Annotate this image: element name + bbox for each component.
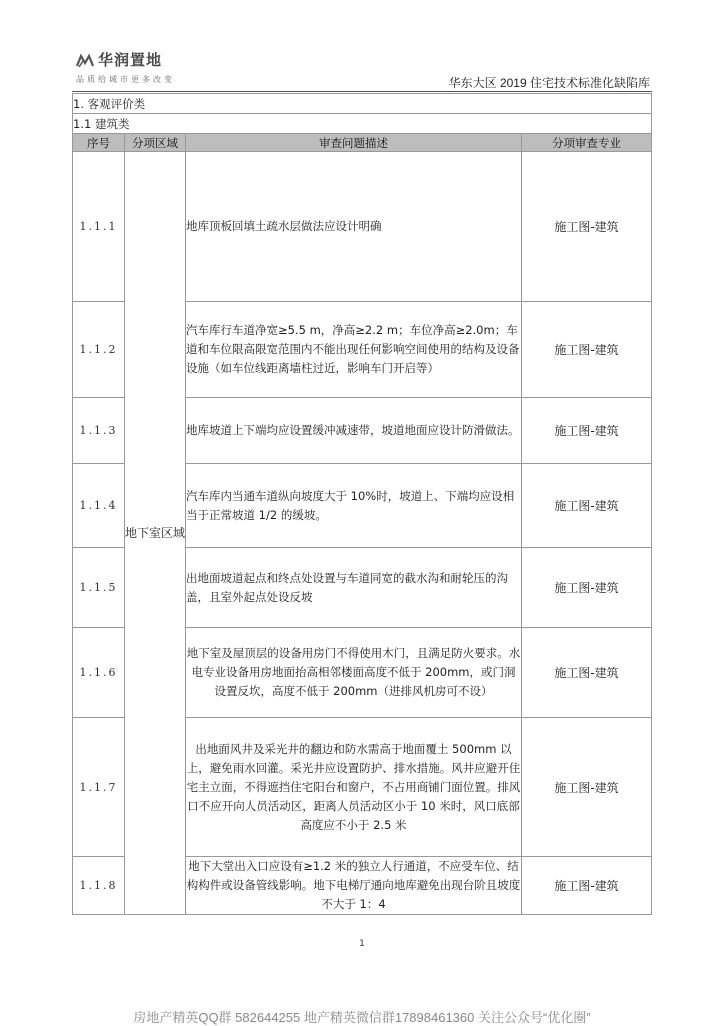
section-title: 1. 客观评价类	[73, 94, 652, 114]
row-description: 汽车库内当通车道纵向坡度大于 10%时，坡道上、下端均应设相当于正常坡道 1/2 的缓坡。	[186, 464, 522, 548]
header-divider	[72, 91, 652, 92]
row-number: 1.1.8	[73, 857, 125, 915]
col-header-spec: 分项审查专业	[522, 134, 652, 152]
row-number: 1.1.3	[73, 398, 125, 464]
crland-logo-icon	[76, 52, 94, 68]
brand-name: 华润置地	[98, 51, 163, 69]
row-specialty: 施工图-建筑	[522, 548, 652, 628]
row-number: 1.1.1	[73, 152, 125, 302]
brand-logo	[76, 49, 175, 85]
row-description: 出地面风井及采光井的翻边和防水需高于地面覆土 500mm 以上，避免雨水回灌。采光井应设置防护、排水措施。风井应避开住宅主立面，不得遮挡住宅阳台和窗户，不占用商铺门面位置。排风口不应开向人员活动区，距离人员活动区小于 10 米时，风口底部高度应不小于 2.5 米	[186, 718, 522, 857]
row-description: 地库坡道上下端均应设置缓冲减速带，坡道地面应设计防滑做法。	[186, 398, 522, 464]
row-specialty: 施工图-建筑	[522, 398, 652, 464]
row-description: 地库顶板回填土疏水层做法应设计明确	[186, 152, 522, 302]
row-specialty: 施工图-建筑	[522, 464, 652, 548]
row-specialty: 施工图-建筑	[522, 857, 652, 915]
subsection-title: 1.1 建筑类	[73, 114, 652, 134]
area-cell: 地下室区域	[125, 152, 186, 915]
brand-slogan: 品质给城市更多改变	[76, 75, 175, 84]
document-title: 华东大区 2019 住宅技术标准化缺陷库	[448, 76, 650, 90]
footer-text: 房地产精英QQ群 582644255 地产精英微信群17898461360 关注公众号“优化圈”	[133, 1010, 591, 1025]
col-header-no: 序号	[73, 134, 125, 152]
row-number: 1.1.5	[73, 548, 125, 628]
row-description: 出地面坡道起点和终点处设置与车道同宽的截水沟和耐轮压的沟盖，且室外起点处设反坡	[186, 548, 522, 628]
page-number: 1	[359, 939, 365, 949]
table-row	[73, 152, 652, 302]
row-description: 汽车库行车道净宽≥5.5 m，净高≥2.2 m；车位净高≥2.0m；车道和车位限高限宽范围内不能出现任何影响空间使用的结构及设备设施（如车位线距离墙柱过近，影响车门开启等）	[186, 302, 522, 398]
row-number: 1.1.4	[73, 464, 125, 548]
row-specialty: 施工图-建筑	[522, 152, 652, 302]
row-specialty: 施工图-建筑	[522, 302, 652, 398]
col-header-desc: 审查问题描述	[186, 134, 522, 152]
defect-table	[72, 93, 652, 915]
row-number: 1.1.7	[73, 718, 125, 857]
row-specialty: 施工图-建筑	[522, 628, 652, 718]
row-number: 1.1.2	[73, 302, 125, 398]
section-row	[73, 94, 652, 114]
table-header-row	[73, 134, 652, 152]
row-description: 地下大堂出入口应设有≥1.2 米的独立人行通道，不应受车位、结构构件或设备管线影响。地下电梯厅通向地库避免出现台阶且坡度不大于 1：4	[186, 857, 522, 915]
subsection-row	[73, 114, 652, 134]
row-specialty: 施工图-建筑	[522, 718, 652, 857]
row-description: 地下室及屋顶层的设备用房门不得使用木门，且满足防火要求。水电专业设备用房地面抬高相邻楼面高度不低于 200mm，或门洞设置反坎，高度不低于 200mm（进排风机房可不设）	[186, 628, 522, 718]
col-header-area: 分项区域	[125, 134, 186, 152]
row-number: 1.1.6	[73, 628, 125, 718]
